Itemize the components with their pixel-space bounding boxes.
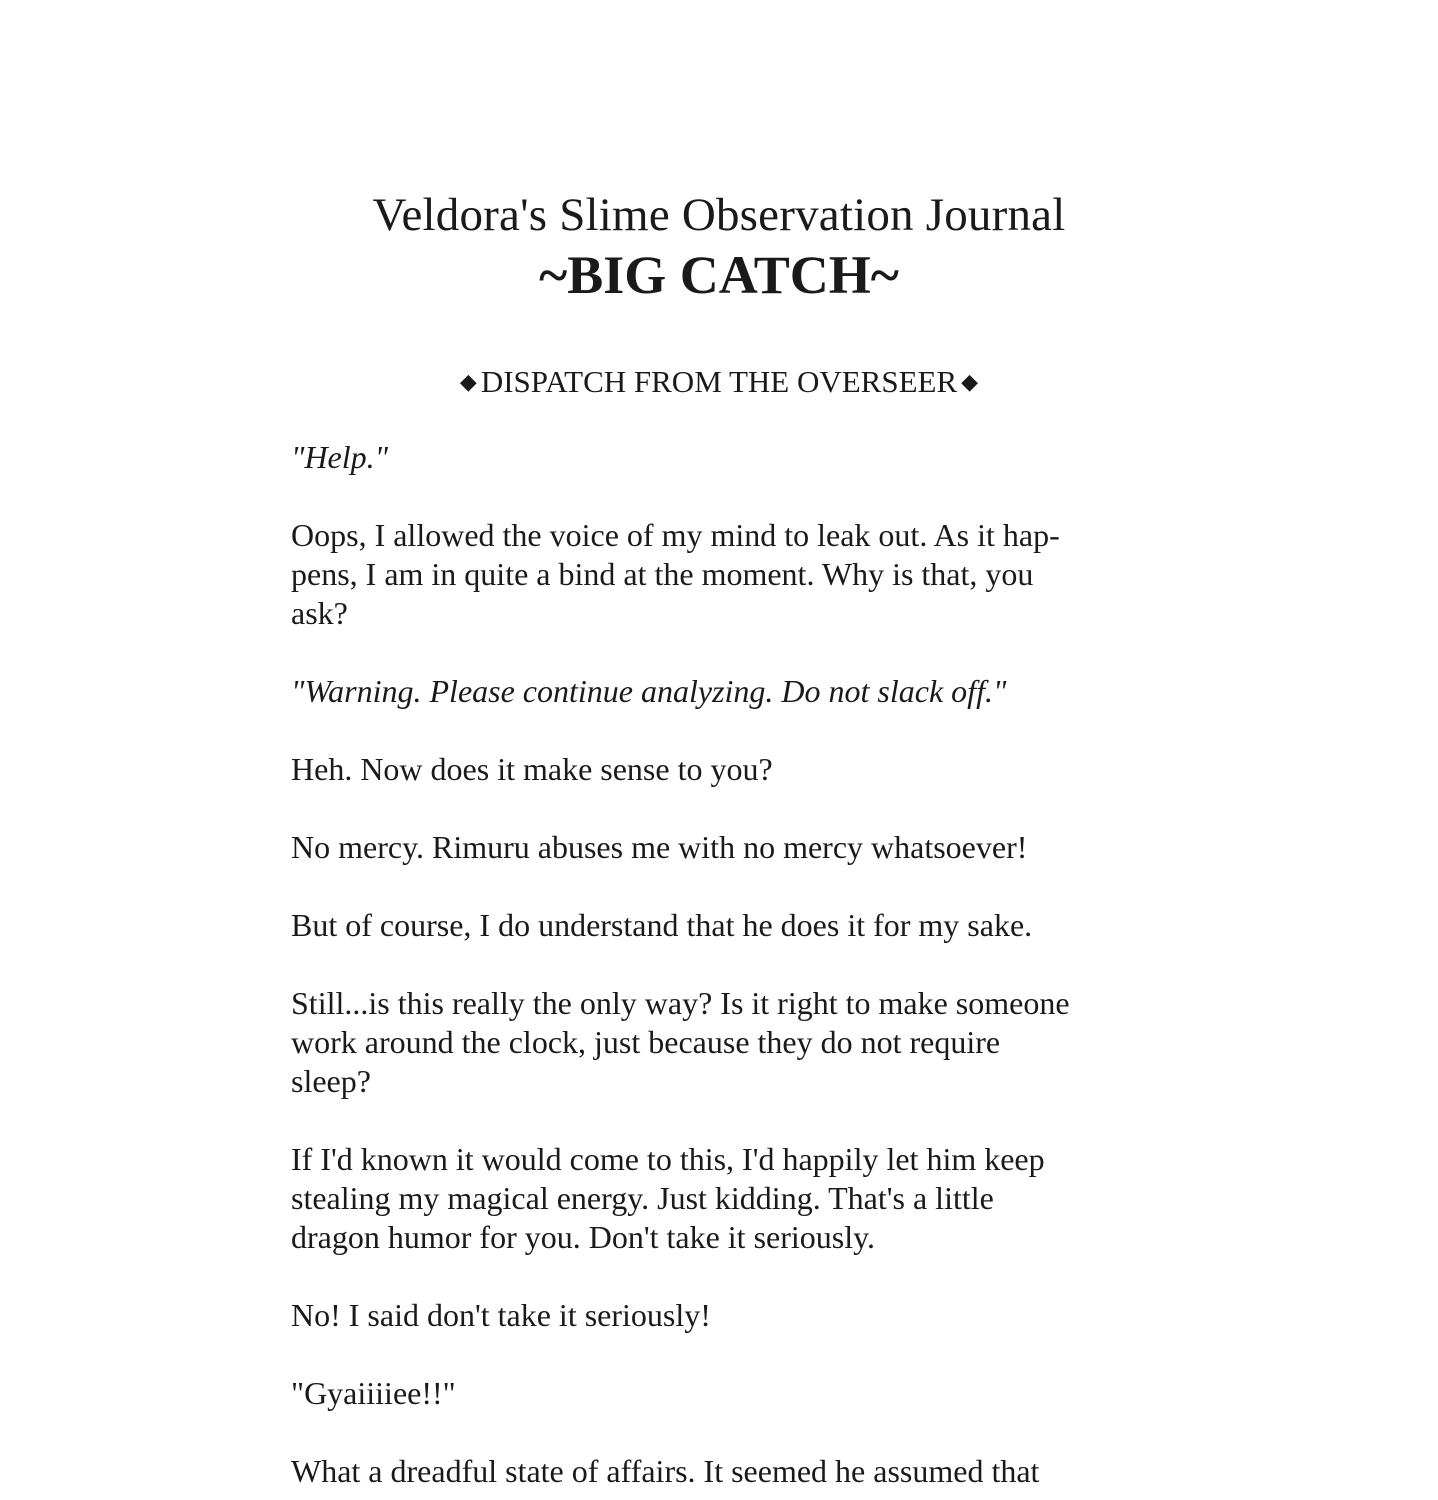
paragraph-10 — [291, 1452, 1131, 1491]
paragraph-line: "Warning. Please continue analyzing. Do not slack off." — [291, 673, 1007, 709]
paragraph-9 — [291, 1374, 1131, 1413]
paragraph-line: What a dreadful state of affairs. It seemed he assumed that — [291, 1453, 1040, 1489]
paragraph-5 — [291, 906, 1131, 945]
paragraph-line: But of course, I do understand that he does it for my sake. — [291, 907, 1033, 943]
paragraph-1 — [291, 516, 1131, 633]
paragraph-2 — [291, 672, 1131, 711]
paragraph-line: "Help." — [291, 439, 389, 475]
paragraph-line: Oops, I allowed the voice of my mind to leak out. As it hap- — [291, 517, 1060, 553]
diamond-right-icon: ◆ — [961, 369, 979, 394]
paragraph-line: sleep? — [291, 1063, 371, 1099]
paragraph-4 — [291, 828, 1131, 867]
paragraph-line: Still...is this really the only way? Is it right to make someone — [291, 985, 1070, 1021]
paragraph-8 — [291, 1296, 1131, 1335]
paragraph-6 — [291, 984, 1131, 1101]
document-subtitle: ~BIG CATCH~ — [539, 245, 899, 305]
paragraph-line: No! I said don't take it seriously! — [291, 1297, 711, 1333]
paragraph-line: "Gyaiiiiee!!" — [291, 1375, 456, 1411]
document-title: Veldora's Slime Observation Journal — [372, 189, 1066, 241]
paragraph-line: Heh. Now does it make sense to you? — [291, 751, 773, 787]
paragraph-line: dragon humor for you. Don't take it seriously. — [291, 1219, 876, 1255]
paragraph-line: pens, I am in quite a bind at the moment. Why is that, you — [291, 556, 1034, 592]
section-heading-text: DISPATCH FROM THE OVERSEER — [480, 364, 958, 399]
paragraph-7 — [291, 1140, 1131, 1257]
paragraph-line: ask? — [291, 595, 348, 631]
section-heading — [0, 364, 1438, 400]
paragraph-3 — [291, 750, 1131, 789]
paragraph-line: If I'd known it would come to this, I'd happily let him keep — [291, 1141, 1045, 1177]
paragraph-line: work around the clock, just because they do not require — [291, 1024, 1001, 1060]
paragraph-line: stealing my magical energy. Just kidding. That's a little — [291, 1180, 994, 1216]
paragraph-0 — [291, 438, 1131, 477]
diamond-left-icon: ◆ — [459, 369, 477, 394]
paragraph-line: No mercy. Rimuru abuses me with no mercy whatsoever! — [291, 829, 1028, 865]
